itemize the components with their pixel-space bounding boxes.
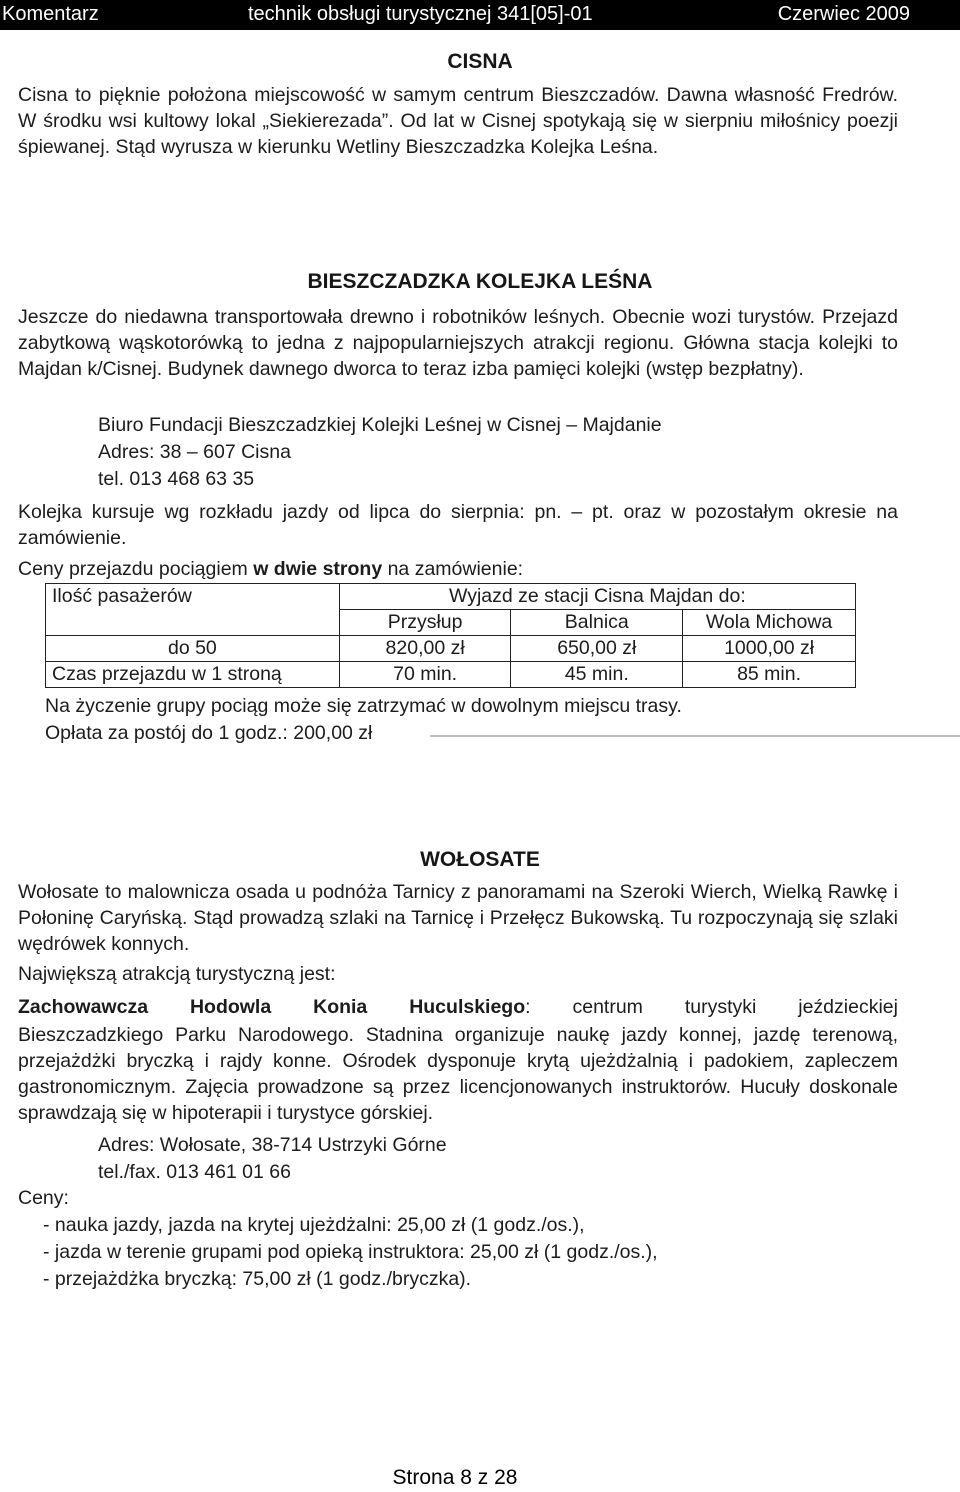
destination-cell: Wola Michowa	[683, 610, 856, 636]
page-number: Strona 8 z 28	[392, 1466, 518, 1489]
kolejka-note-stop: Na życzenie grupy pociąg może się zatrzymać w dowolnym miejscu trasy.	[45, 695, 682, 717]
kolejka-phone: tel. 013 468 63 35	[98, 468, 255, 490]
time-row-label: Czas przejazdu w 1 stroną	[46, 662, 340, 688]
wolosate-stud-paragraph: Bieszczadzkiego Parku Narodowego. Stadnina organizuje naukę jazdy konnej, jazdę terenową, przejażdżki bryczką i rajdy konne. Ośrodek dysponuje krytą ujeżdżalnią i padokiem, zapleczem gastronomicznym. Zajęcia prowadzone są przez licencjonowanych instruktorów. Hucuły doskonale sprawdzają się w hipoterapii i turystyce górskiej.	[18, 1024, 898, 1124]
section-title-kolejka: BIESZCZADZKA KOLEJKA LEŚNA	[307, 270, 653, 293]
stud-desc-word: jeździeckiej	[798, 996, 898, 1018]
kolejka-office: Biuro Fundacji Bieszczadzkiej Kolejki Leśnej w Cisnej – Majdanie	[98, 414, 662, 436]
price-cell: 650,00 zł	[511, 636, 683, 662]
train-prices-table	[45, 583, 856, 688]
kolejka-address: Adres: 38 – 607 Cisna	[98, 441, 291, 463]
stud-name-word: Zachowawcza	[18, 996, 149, 1018]
stud-name-word: Huculskiego	[409, 996, 526, 1018]
price-row-label: do 50	[46, 636, 340, 662]
header-document-type: Komentarz	[2, 3, 99, 25]
cisna-paragraph: Cisna to pięknie położona miejscowość w samym centrum Bieszczadów. Dawna własność Fredrów. W środku wsi kultowy lokal „Siekierezada”. Od lat w Cisnej spotykają się w sierpniu miłośnicy poezji śpiewanej. Stąd wyrusza w kierunku Wetliny Bieszczadzka Kolejka Leśna.	[18, 84, 898, 158]
kolejka-prices-intro	[18, 558, 523, 581]
wolosate-address: Adres: Wołosate, 38-714 Ustrzyki Górne	[98, 1134, 447, 1156]
destination-cell: Balnica	[511, 610, 683, 636]
header-departure: Wyjazd ze stacji Cisna Majdan do:	[339, 584, 855, 610]
prices-intro-bold: w dwie strony	[253, 558, 383, 580]
divider-line	[430, 735, 960, 737]
table-row	[46, 584, 856, 610]
kolejka-schedule: Kolejka kursuje wg rozkładu jazdy od lipca do sierpnia: pn. – pt. oraz w pozostałym okresie na zamówienie.	[18, 501, 898, 549]
wolosate-phone: tel./fax. 013 461 01 66	[98, 1161, 291, 1183]
header-date: Czerwiec 2009	[777, 3, 910, 25]
time-cell: 45 min.	[511, 662, 683, 688]
stud-name-word: Konia	[313, 996, 368, 1018]
destination-cell: Przysłup	[339, 610, 511, 636]
wolosate-price-item: - jazda w terenie grupami pod opieką instruktora: 25,00 zł (1 godz./os.),	[43, 1241, 658, 1263]
wolosate-price-item: - przejażdżka bryczką: 75,00 zł (1 godz./bryczka).	[43, 1268, 472, 1290]
wolosate-attraction-intro: Największą atrakcją turystyczną jest:	[18, 963, 336, 985]
stud-colon: :	[525, 996, 531, 1018]
wolosate-stud-first-line	[18, 996, 898, 1019]
wolosate-prices-label: Ceny:	[18, 1187, 69, 1209]
time-cell: 70 min.	[339, 662, 511, 688]
header-course-title: technik obsługi turystycznej 341[05]-01	[248, 3, 593, 25]
prices-intro-start: Ceny przejazdu pociągiem	[18, 558, 254, 580]
stud-desc-word: centrum	[572, 996, 643, 1018]
time-cell: 85 min.	[683, 662, 856, 688]
price-cell: 820,00 zł	[339, 636, 511, 662]
stud-name-word: Hodowla	[189, 996, 272, 1018]
prices-intro-end: na zamówienie:	[382, 558, 524, 580]
section-title-cisna: CISNA	[447, 50, 513, 73]
table-row	[46, 636, 856, 662]
page-header	[0, 0, 960, 30]
section-title-wolosate: WOŁOSATE	[420, 848, 540, 871]
stud-desc-word: turystyki	[684, 996, 757, 1018]
wolosate-price-item: - nauka jazdy, jazda na krytej ujeżdżalni: 25,00 zł (1 godz./os.),	[43, 1214, 585, 1236]
header-passengers: Ilość pasażerów	[46, 584, 340, 636]
kolejka-paragraph: Jeszcze do niedawna transportowała drewno i robotników leśnych. Obecnie wozi turystów. Przejazd zabytkową wąskotorówką to jedna z najpopularniejszych atrakcji regionu. Główna stacja kolejki to Majdan k/Cisnej. Budynek dawnego dworca to teraz izba pamięci kolejki (wstęp bezpłatny).	[18, 306, 898, 380]
wolosate-paragraph: Wołosate to malownicza osada u podnóża Tarnicy z panoramami na Szeroki Wierch, Wielką Rawkę i Połoninę Caryńską. Stąd prowadzą szlaki na Tarnicę i Przełęcz Bukowską. Tu rozpoczynają się szlaki wędrówek konnych.	[18, 881, 898, 955]
price-cell: 1000,00 zł	[683, 636, 856, 662]
kolejka-note-fee: Opłata za postój do 1 godz.: 200,00 zł	[45, 722, 373, 744]
table-row	[46, 662, 856, 688]
